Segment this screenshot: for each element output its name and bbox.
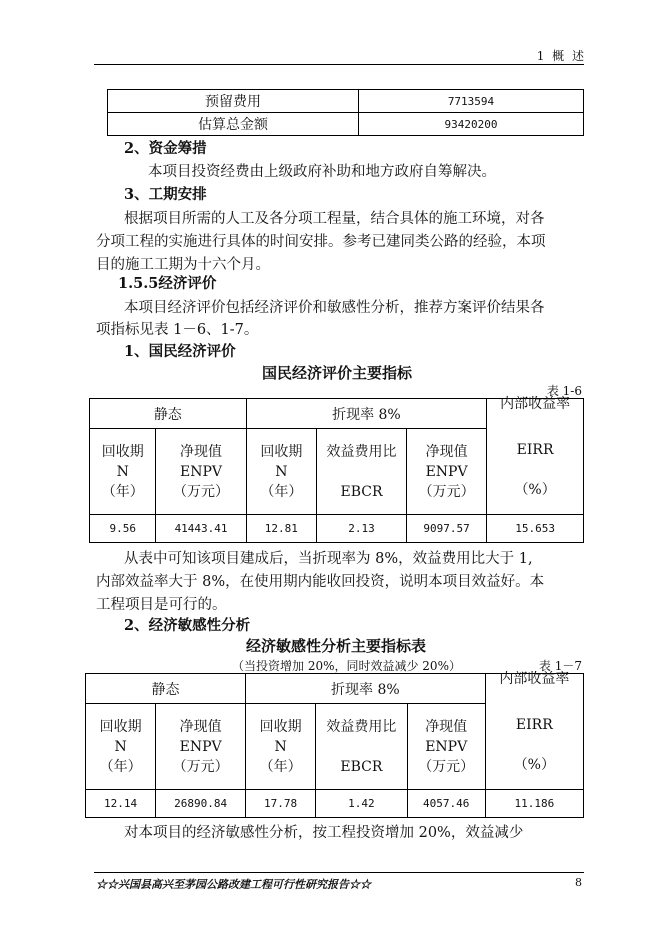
col6-line3: （%） <box>514 481 556 498</box>
col4-line2 <box>317 462 406 482</box>
table2-subtitle: （当投资增加 20%，同时效益减少 20%） <box>232 659 461 673</box>
table-row <box>108 90 584 113</box>
col5-line2: ENPV <box>425 463 468 480</box>
col1-line3: （年） <box>99 758 142 775</box>
col5-line3: （万元） <box>418 758 475 775</box>
budget-value: 93420200 <box>359 113 584 136</box>
col3-header <box>246 429 316 515</box>
col6-line2 <box>487 460 583 480</box>
footer-title: ☆☆兴国县高兴至茅园公路改建工程可行性研究报告☆☆ <box>96 878 371 891</box>
group-static: 静态 <box>86 674 246 704</box>
group-discount: 折现率 8% <box>246 399 487 429</box>
col4-header <box>317 429 407 515</box>
col2-line1: 净现值 <box>179 718 222 735</box>
schedule-heading: 3、工期安排 <box>124 186 207 203</box>
col5-line1: 净现值 <box>425 718 468 735</box>
funding-heading: 2、资金筹措 <box>124 140 207 157</box>
eval-text: 本项目经济评价包括经济评价和敏感性分析，推荐方案评价结果各 <box>124 300 545 316</box>
col1-line3: （年） <box>101 483 144 500</box>
col2-line1: 净现值 <box>180 443 223 460</box>
col2-line3: （万元） <box>172 758 229 775</box>
value-cell: 12.81 <box>246 515 316 543</box>
col2-header <box>156 429 246 515</box>
eval-text: 项指标见表 1－6、1-7。 <box>96 322 259 338</box>
col5-line3: （万元） <box>418 483 475 500</box>
value-cell: 9.56 <box>90 515 156 543</box>
col2-line2: ENPV <box>180 463 223 480</box>
col2-line3: （万元） <box>173 483 230 500</box>
budget-label: 预留费用 <box>108 90 359 113</box>
value-cell: 9097.57 <box>406 515 486 543</box>
col5-line1: 净现值 <box>425 443 468 460</box>
value-cell: 2.13 <box>317 515 407 543</box>
col1-line1: 回收期 <box>101 443 144 460</box>
budget-value: 7713594 <box>359 90 584 113</box>
eval-heading: 1.5.5经济评价 <box>118 275 217 292</box>
group-discount: 折现率 8% <box>246 674 486 704</box>
col4-line1: 效益费用比 <box>326 718 397 735</box>
col1-line2: N <box>114 738 127 755</box>
col6-line1: EIRR <box>515 716 553 733</box>
schedule-text: 根据项目所需的人工及各分项工程量，结合具体的施工环境，对各 <box>124 211 545 227</box>
group-irr-cell <box>485 670 583 790</box>
table-row <box>90 515 584 543</box>
sensitivity-heading: 2、经济敏感性分析 <box>124 617 251 634</box>
col6-line2 <box>486 735 583 755</box>
value-cell: 15.653 <box>487 515 584 543</box>
col3-line3: （年） <box>259 758 302 775</box>
value-cell: 4057.46 <box>407 790 485 818</box>
col6-line3: （%） <box>513 756 555 773</box>
col2-line2: ENPV <box>179 738 222 755</box>
conclusion-text: 工程项目是可行的。 <box>96 597 227 613</box>
group-irr-cell <box>487 395 584 515</box>
group-static: 静态 <box>90 399 247 429</box>
table-row <box>90 399 584 429</box>
col4-line2 <box>316 737 406 757</box>
budget-table <box>107 89 584 136</box>
final-text: 对本项目的经济敏感性分析，按工程投资增加 20%，效益减少 <box>124 825 524 841</box>
col1-header <box>86 704 156 790</box>
group-irr: 内部收益率 <box>499 670 570 687</box>
national-heading: 1、国民经济评价 <box>124 343 236 360</box>
table-row <box>86 674 584 704</box>
col4-line3: EBCR <box>340 758 383 775</box>
col3-line1: 回收期 <box>260 443 303 460</box>
col5-line2: ENPV <box>425 738 468 755</box>
table1-label: 表 1-6 <box>546 384 582 398</box>
group-irr: 内部收益率 <box>500 395 571 412</box>
table2-title: 经济敏感性分析主要指标表 <box>246 637 427 655</box>
conclusion-text: 从表中可知该项目建成后，当折现率为 8%，效益费用比大于 1, <box>124 551 533 567</box>
col1-line1: 回收期 <box>99 718 142 735</box>
value-cell: 11.186 <box>485 790 583 818</box>
header-divider <box>94 64 584 65</box>
footer-divider <box>94 872 584 873</box>
chapter-header: 1 概 述 <box>536 49 586 63</box>
table2-label: 表 1－7 <box>538 659 582 673</box>
col4-header <box>316 704 407 790</box>
funding-text: 本项目投资经费由上级政府补助和地方政府自筹解决。 <box>148 164 496 180</box>
col2-header <box>156 704 246 790</box>
table1 <box>89 395 584 543</box>
col6-line1: EIRR <box>516 441 554 458</box>
conclusion-text: 内部效益率大于 8%，在使用期内能收回投资，说明本项目效益好。本 <box>96 574 545 590</box>
schedule-text: 目的施工工期为十六个月。 <box>96 257 270 273</box>
col3-line2: N <box>274 738 287 755</box>
col3-line3: （年） <box>260 483 303 500</box>
page-number: 8 <box>575 876 582 889</box>
col4-line1: 效益费用比 <box>326 443 397 460</box>
col1-line2: N <box>116 463 129 480</box>
value-cell: 1.42 <box>316 790 407 818</box>
col3-line2: N <box>275 463 288 480</box>
table-row <box>108 113 584 136</box>
col3-header <box>246 704 316 790</box>
schedule-text: 分项工程的实施进行具体的时间安排。参考已建同类公路的经验，本项 <box>96 234 546 250</box>
value-cell: 17.78 <box>246 790 316 818</box>
table1-title: 国民经济评价主要指标 <box>262 364 413 382</box>
col5-header <box>407 704 485 790</box>
value-cell: 41443.41 <box>156 515 246 543</box>
value-cell: 12.14 <box>86 790 156 818</box>
col4-line3: EBCR <box>340 483 383 500</box>
table-row <box>86 790 584 818</box>
budget-label: 估算总金额 <box>108 113 359 136</box>
table2 <box>85 670 584 818</box>
col5-header <box>406 429 486 515</box>
value-cell: 26890.84 <box>156 790 246 818</box>
col1-header <box>90 429 156 515</box>
col3-line1: 回收期 <box>259 718 302 735</box>
